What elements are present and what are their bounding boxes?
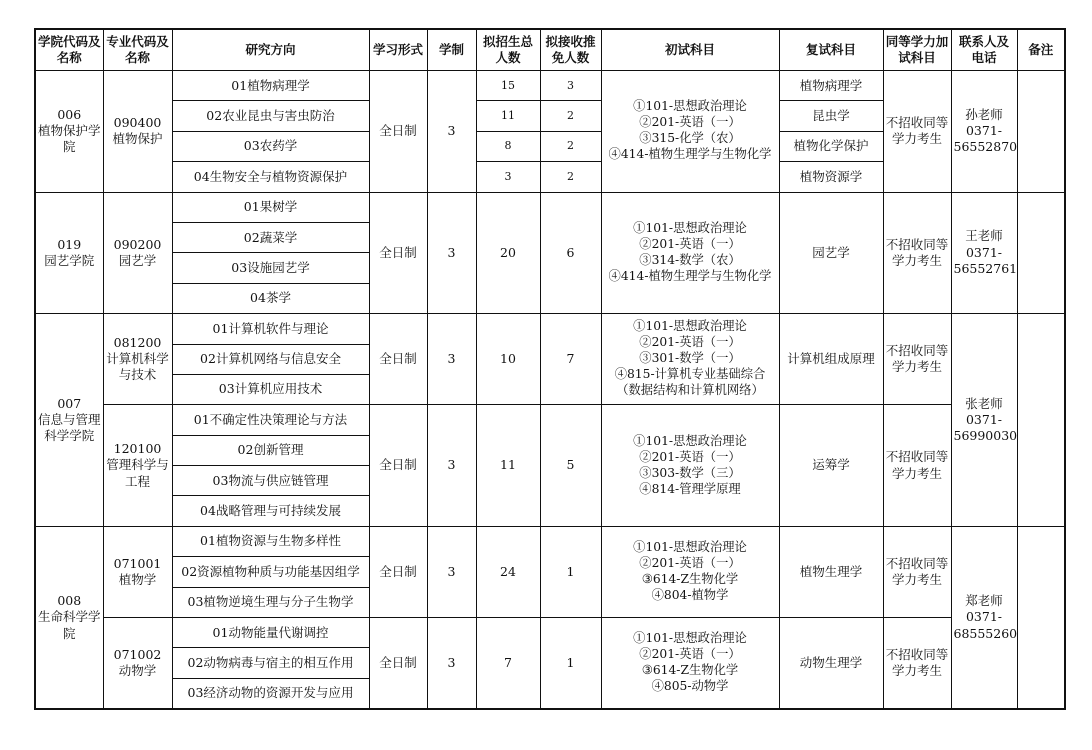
plan-total-cell: 11: [476, 405, 540, 527]
plan-exempt-cell: 2: [540, 162, 601, 192]
major-code: 081200: [113, 334, 162, 350]
plan-total-cell: 15: [476, 71, 540, 101]
initial-exam-cell: [601, 192, 779, 314]
exam-subject: ③303-数学（三）: [639, 465, 741, 480]
college-code: 008: [57, 593, 82, 609]
direction-cell: 04战略管理与可持续发展: [172, 496, 369, 526]
direction-cell: 02农业昆虫与害虫防治: [172, 101, 369, 131]
college-code: 019: [57, 236, 82, 252]
college-cell: [35, 71, 103, 193]
exam-subject: ②201-英语（一）: [639, 236, 741, 251]
college-name: 园艺学院: [44, 252, 95, 268]
table-row: [35, 71, 1065, 101]
plan-exempt-cell: 3: [540, 71, 601, 101]
retest-cell: 昆虫学: [779, 101, 883, 131]
major-cell: [103, 526, 172, 617]
study-form-cell: 全日制: [369, 314, 427, 405]
study-form-cell: 全日制: [369, 192, 427, 314]
contact-cell: [951, 71, 1017, 193]
exam-subject: ③315-化学（农）: [639, 131, 741, 146]
college-cell: [35, 526, 103, 709]
direction-cell: 01动物能量代谢调控: [172, 618, 369, 648]
plan-exempt-cell: 5: [540, 405, 601, 527]
retest-cell: 植物病理学: [779, 71, 883, 101]
exam-subject: ③614-Z生物化学: [641, 571, 739, 586]
college-name: 植物保护学院: [38, 123, 101, 155]
exam-subject: ④414-植物生理学与生物化学: [608, 268, 772, 283]
exam-subject: ①101-思想政治理论: [633, 631, 747, 646]
table-row: [35, 192, 1065, 222]
direction-cell: 02计算机网络与信息安全: [172, 344, 369, 374]
direction-cell: 03物流与供应链管理: [172, 466, 369, 496]
years-cell: 3: [427, 618, 476, 709]
initial-exam-cell: [601, 526, 779, 617]
direction-cell: 01不确定性决策理论与方法: [172, 405, 369, 435]
direction-cell: 02动物病毒与宿主的相互作用: [172, 648, 369, 678]
years-cell: 3: [427, 526, 476, 617]
major-cell: [103, 314, 172, 405]
major-code: 071001: [113, 555, 162, 571]
college-code: 007: [57, 395, 82, 411]
major-name: 计算机科学与技术: [106, 351, 169, 383]
plan-total-cell: 10: [476, 314, 540, 405]
col-header-equivalent: 同等学力加试科目: [883, 29, 951, 71]
table-row: [35, 526, 1065, 556]
plan-exempt-cell: 7: [540, 314, 601, 405]
contact-phone: 0371-56990030: [953, 411, 1018, 444]
study-form-cell: 全日制: [369, 71, 427, 193]
direction-cell: 02蔬菜学: [172, 222, 369, 252]
college-name: 信息与管理科学学院: [38, 411, 101, 444]
contact-name: 孙老师: [965, 106, 1003, 122]
equivalent-cell: 不招收同等学力考生: [883, 526, 951, 617]
exam-subject: ④804-植物学: [651, 587, 729, 602]
retest-cell: 园艺学: [779, 192, 883, 314]
direction-cell: 01植物病理学: [172, 71, 369, 101]
plan-exempt-cell: 1: [540, 618, 601, 709]
equivalent-cell: 不招收同等学力考生: [883, 405, 951, 527]
plan-total-cell: 7: [476, 618, 540, 709]
exam-subject: ②201-英语（一）: [639, 555, 741, 570]
major-name: 园艺学: [118, 252, 157, 268]
exam-subject: ①101-思想政治理论: [633, 99, 747, 114]
retest-cell: 植物生理学: [779, 526, 883, 617]
direction-cell: 03计算机应用技术: [172, 374, 369, 404]
retest-cell: 植物化学保护: [779, 131, 883, 161]
study-form-cell: 全日制: [369, 405, 427, 527]
retest-cell: 计算机组成原理: [779, 314, 883, 405]
exam-subject: ①101-思想政治理论: [633, 220, 747, 235]
contact-cell: [951, 526, 1017, 709]
major-name: 动物学: [118, 663, 157, 679]
plan-total-cell: 24: [476, 526, 540, 617]
exam-subject: ②201-英语（一）: [639, 335, 741, 350]
retest-cell: 动物生理学: [779, 618, 883, 709]
plan-exempt-cell: 2: [540, 131, 601, 161]
contact-phone: 0371-56552870: [953, 123, 1018, 155]
college-name: 生命科学学院: [38, 609, 101, 641]
plan-total-cell: 3: [476, 162, 540, 192]
direction-cell: 01计算机软件与理论: [172, 314, 369, 344]
exam-subject: ④414-植物生理学与生物化学: [608, 147, 772, 162]
major-cell: [103, 71, 172, 193]
exam-subject: ④805-动物学: [651, 679, 729, 693]
contact-name: 郑老师: [965, 593, 1003, 609]
col-header-remark: 备注: [1017, 29, 1065, 71]
direction-cell: 03设施园艺学: [172, 253, 369, 283]
col-header-plan-exempt: 拟接收推免人数: [540, 29, 601, 71]
col-header-major: 专业代码及名称: [103, 29, 172, 71]
direction-cell: 04茶学: [172, 283, 369, 313]
remark-cell: [1017, 71, 1065, 193]
col-header-years: 学制: [427, 29, 476, 71]
remark-cell: [1017, 314, 1065, 527]
major-cell: [103, 192, 172, 314]
initial-exam-cell: [601, 71, 779, 193]
exam-subject: ①101-思想政治理论: [633, 319, 747, 334]
major-code: 071002: [113, 646, 162, 662]
contact-name: 张老师: [965, 395, 1003, 411]
exam-subject: ③314-数学（农）: [639, 252, 741, 267]
retest-cell: 植物资源学: [779, 162, 883, 192]
col-header-contact: 联系人及电话: [951, 29, 1017, 71]
exam-subject: ②201-英语（一）: [639, 449, 741, 464]
enrollment-table: [34, 28, 1066, 710]
equivalent-cell: 不招收同等学力考生: [883, 71, 951, 193]
header-row: [35, 29, 1065, 71]
major-name: 植物学: [118, 571, 157, 587]
plan-total-cell: 8: [476, 131, 540, 161]
college-cell: [35, 314, 103, 527]
major-code: 090200: [113, 236, 162, 252]
college-cell: [35, 192, 103, 314]
plan-total-cell: 11: [476, 101, 540, 131]
direction-cell: 03农药学: [172, 131, 369, 161]
plan-exempt-cell: 2: [540, 101, 601, 131]
exam-subject: （数据结构和计算机网络）: [616, 383, 764, 398]
retest-cell: 运筹学: [779, 405, 883, 527]
major-code: 120100: [113, 441, 162, 457]
direction-cell: 02创新管理: [172, 435, 369, 465]
study-form-cell: 全日制: [369, 618, 427, 709]
equivalent-cell: 不招收同等学力考生: [883, 314, 951, 405]
table-row: [35, 618, 1065, 648]
initial-exam-cell: [601, 405, 779, 527]
direction-cell: 04生物安全与植物资源保护: [172, 162, 369, 192]
contact-cell: [951, 314, 1017, 527]
exam-subject: ①101-思想政治理论: [633, 433, 747, 448]
major-code: 090400: [113, 115, 162, 131]
initial-exam-cell: [601, 314, 779, 405]
col-header-initial-exam: 初试科目: [601, 29, 779, 71]
plan-exempt-cell: 1: [540, 526, 601, 617]
exam-subject: ③614-Z生物化学: [641, 663, 739, 678]
years-cell: 3: [427, 314, 476, 405]
contact-phone: 0371-56552761: [953, 244, 1018, 276]
exam-subject: ③301-数学（一）: [639, 351, 741, 366]
contact-phone: 0371-68555260: [953, 609, 1018, 641]
direction-cell: 03植物逆境生理与分子生物学: [172, 587, 369, 617]
years-cell: 3: [427, 192, 476, 314]
table-row: [35, 314, 1065, 344]
exam-subject: ②201-英语（一）: [639, 115, 741, 130]
direction-cell: 01植物资源与生物多样性: [172, 526, 369, 556]
exam-subject: ④814-管理学原理: [639, 481, 741, 496]
table-row: [35, 405, 1065, 435]
remark-cell: [1017, 192, 1065, 314]
college-code: 006: [57, 106, 82, 122]
direction-cell: 02资源植物种质与功能基因组学: [172, 557, 369, 587]
equivalent-cell: 不招收同等学力考生: [883, 618, 951, 709]
initial-exam-cell: [601, 618, 779, 709]
equivalent-cell: 不招收同等学力考生: [883, 192, 951, 314]
col-header-college: 学院代码及名称: [35, 29, 103, 71]
direction-cell: 01果树学: [172, 192, 369, 222]
years-cell: 3: [427, 405, 476, 527]
col-header-retest: 复试科目: [779, 29, 883, 71]
exam-subject: ④815-计算机专业基础综合: [614, 367, 766, 382]
exam-subject: ②201-英语（一）: [639, 647, 741, 662]
remark-cell: [1017, 526, 1065, 709]
major-cell: [103, 618, 172, 709]
direction-cell: 03经济动物的资源开发与应用: [172, 678, 369, 709]
study-form-cell: 全日制: [369, 526, 427, 617]
contact-cell: [951, 192, 1017, 314]
plan-exempt-cell: 6: [540, 192, 601, 314]
col-header-direction: 研究方向: [172, 29, 369, 71]
major-name: 管理科学与工程: [106, 457, 169, 489]
col-header-form: 学习形式: [369, 29, 427, 71]
plan-total-cell: 20: [476, 192, 540, 314]
major-name: 植物保护: [112, 131, 163, 147]
contact-name: 王老师: [965, 228, 1003, 244]
col-header-plan-total: 拟招生总人数: [476, 29, 540, 71]
major-cell: [103, 405, 172, 527]
exam-subject: ①101-思想政治理论: [633, 539, 747, 554]
years-cell: 3: [427, 71, 476, 193]
